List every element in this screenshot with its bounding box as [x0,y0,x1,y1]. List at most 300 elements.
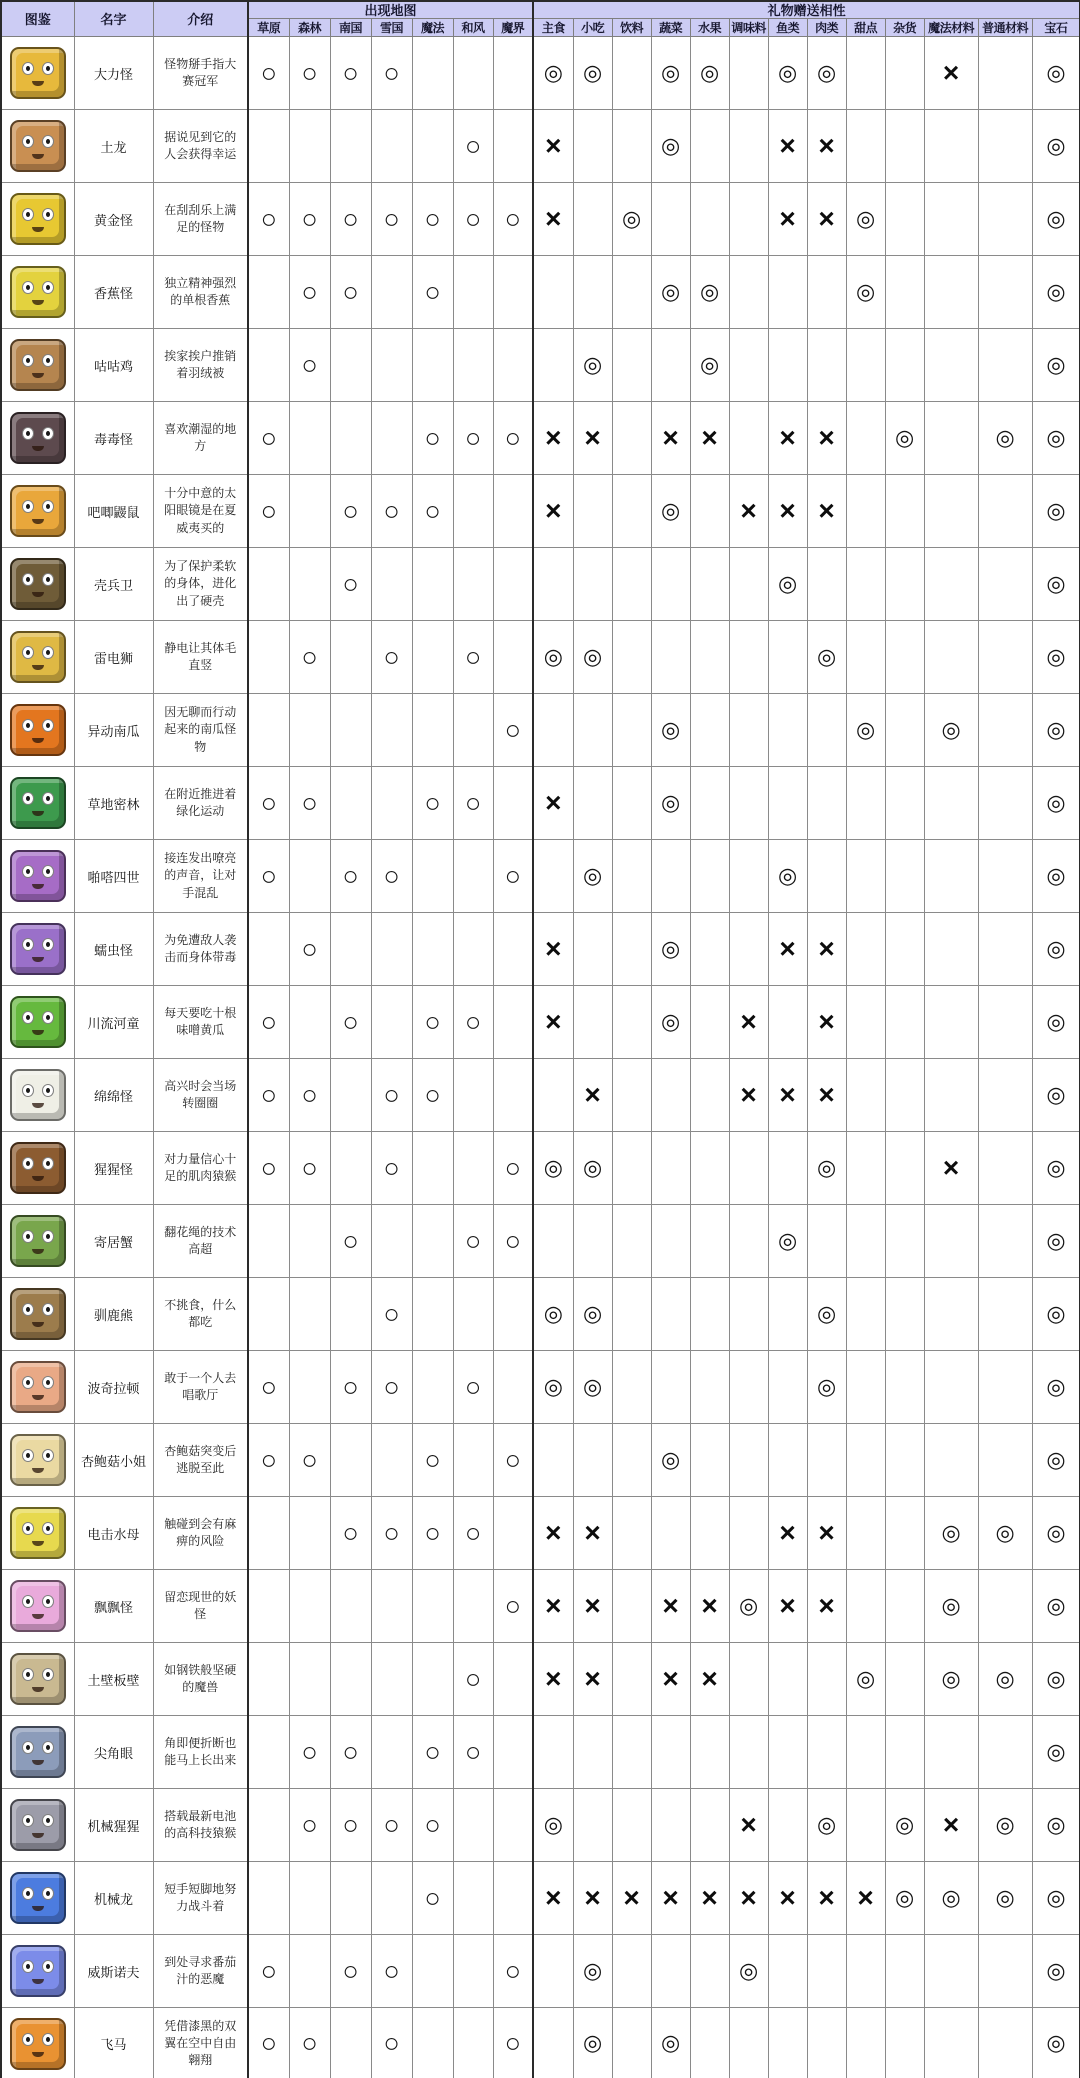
gift-cell-魔法材料 [924,548,978,621]
map-cell-魔界 [493,1643,533,1716]
map-cell-森林 [289,1424,330,1497]
map-cell-魔法 [412,986,453,1059]
gift-cell-宝石 [1032,840,1080,913]
monster-row [1,1205,1080,1278]
map-cell-草原 [248,1862,289,1935]
map-cell-南国 [330,694,371,767]
monster-name: 驯鹿熊 [74,1278,153,1351]
map-group-header: 出现地图 [248,1,533,19]
map-cell-和风 [453,1351,493,1424]
present-circle-symbol: ○ [342,1809,359,1840]
map-cell-雪国 [371,548,412,621]
intro-column-header: 介绍 [153,1,248,37]
present-circle-symbol: ○ [424,1882,441,1913]
monster-intro: 凭借漆黑的双翼在空中自由翱翔 [153,2008,248,2078]
fluffy-monster-icon [10,1069,66,1121]
map-cell-草原 [248,1132,289,1205]
golden-monster-icon [10,193,66,245]
present-circle-symbol: ○ [464,1517,482,1548]
present-circle-symbol: ○ [260,2028,277,2059]
monster-intro: 高兴时会当场转圈圈 [153,1059,248,1132]
monster-intro: 为了保护柔软的身体，进化出了硬壳 [153,548,248,621]
present-circle-symbol: ○ [260,1079,277,1110]
favorite-bullseye-symbol: ◎ [1046,424,1066,450]
dislike-cross-symbol: × [701,1882,718,1913]
gift-cell-小吃 [573,913,612,986]
gift-cell-饮料 [612,1643,651,1716]
favorite-bullseye-symbol: ◎ [1046,1738,1066,1764]
gift-cell-蔬菜 [651,1716,690,1789]
favorite-bullseye-symbol: ◎ [582,862,603,888]
monster-name: 土龙 [74,110,153,183]
favorite-bullseye-symbol: ◎ [1046,1884,1066,1910]
gift-cell-小吃 [573,1497,612,1570]
gift-cell-杂货 [885,1059,924,1132]
gift-cell-鱼类 [768,694,807,767]
gift-cell-魔法材料 [924,1570,978,1643]
gift-cell-蔬菜 [651,1278,690,1351]
monster-intro: 喜欢潮湿的地方 [153,402,248,475]
monster-name: 波奇拉顿 [74,1351,153,1424]
gift-cell-饮料 [612,986,651,1059]
gift-cell-普通材料 [978,621,1032,694]
reindeer-bear-icon [10,1288,66,1340]
dislike-cross-symbol: × [942,1152,960,1183]
dislike-cross-symbol: × [545,1590,562,1621]
gift-cell-肉类 [807,1789,846,1862]
gift-cell-主食 [533,913,573,986]
gift-cell-杂货 [885,1716,924,1789]
gorilla-icon [10,1142,66,1194]
gift-cell-蔬菜 [651,1059,690,1132]
map-cell-森林 [289,329,330,402]
monster-row [1,2008,1080,2078]
mushroom-lady-icon [10,1434,66,1486]
gift-cell-水果 [690,840,729,913]
gift-cell-甜点 [846,183,885,256]
present-circle-symbol: ○ [301,1809,318,1840]
present-circle-symbol: ○ [383,1298,400,1329]
gift-cell-甜点 [846,256,885,329]
gift-cell-杂货 [885,183,924,256]
gift-cell-饮料 [612,1059,651,1132]
gift-cell-鱼类 [768,767,807,840]
monster-icon-cell [1,1789,74,1862]
gift-cell-调味料 [729,1716,768,1789]
monster-name: 香蕉怪 [74,256,153,329]
map-cell-魔法 [412,2008,453,2078]
gift-cell-鱼类 [768,1643,807,1716]
favorite-bullseye-symbol: ◎ [660,935,681,961]
gift-cell-杂货 [885,1789,924,1862]
map-cell-魔法 [412,110,453,183]
map-cell-和风 [453,37,493,110]
map-cell-和风 [453,1789,493,1862]
monster-intro: 怪物掰手指大赛冠军 [153,37,248,110]
map-cell-草原 [248,840,289,913]
gift-cell-饮料 [612,1789,651,1862]
map-cell-魔法 [412,548,453,621]
monster-name: 机械猩猩 [74,1789,153,1862]
monster-name: 异动南瓜 [74,694,153,767]
gift-cell-小吃 [573,1132,612,1205]
gift-cell-肉类 [807,1059,846,1132]
monster-intro: 敢于一个人去唱歌厅 [153,1351,248,1424]
monster-name: 咕咕鸡 [74,329,153,402]
gift-col-header: 普通材料 [978,19,1032,37]
gift-cell-水果 [690,548,729,621]
gift-cell-甜点 [846,110,885,183]
gift-cell-调味料 [729,183,768,256]
horn-snail-icon [10,1726,66,1778]
dislike-cross-symbol: × [623,1882,640,1913]
gift-cell-饮料 [612,402,651,475]
gift-cell-饮料 [612,183,651,256]
gift-cell-宝石 [1032,475,1080,548]
map-cell-和风 [453,1205,493,1278]
gift-cell-蔬菜 [651,1205,690,1278]
map-cell-雪国 [371,1789,412,1862]
favorite-bullseye-symbol: ◎ [816,1300,837,1326]
map-cell-魔界 [493,986,533,1059]
present-circle-symbol: ○ [424,787,441,818]
gift-cell-鱼类 [768,37,807,110]
map-cell-森林 [289,621,330,694]
gift-cell-杂货 [885,767,924,840]
map-cell-南国 [330,1789,371,1862]
gift-cell-甜点 [846,986,885,1059]
present-circle-symbol: ○ [260,1955,277,1986]
map-cell-草原 [248,256,289,329]
gift-cell-鱼类 [768,1278,807,1351]
gift-cell-水果 [690,767,729,840]
gift-cell-杂货 [885,1862,924,1935]
map-cell-森林 [289,1789,330,1862]
map-cell-和风 [453,2008,493,2078]
map-cell-南国 [330,1351,371,1424]
present-circle-symbol: ○ [342,1517,359,1548]
map-cell-森林 [289,1205,330,1278]
map-cell-雪国 [371,1716,412,1789]
map-cell-和风 [453,913,493,986]
gift-cell-魔法材料 [924,402,978,475]
favorite-bullseye-symbol: ◎ [995,1519,1015,1545]
dislike-cross-symbol: × [662,1590,679,1621]
favorite-bullseye-symbol: ◎ [1046,1081,1066,1107]
gift-cell-水果 [690,913,729,986]
monster-intro: 在刮刮乐上满足的怪物 [153,183,248,256]
monster-icon-cell [1,2008,74,2078]
gift-cell-肉类 [807,256,846,329]
gift-cell-甜点 [846,621,885,694]
gift-cell-甜点 [846,1132,885,1205]
gift-cell-水果 [690,2008,729,2078]
favorite-bullseye-symbol: ◎ [1046,1811,1066,1837]
present-circle-symbol: ○ [504,1152,521,1183]
map-cell-魔界 [493,1716,533,1789]
gift-cell-水果 [690,1497,729,1570]
gift-col-header: 主食 [533,19,573,37]
favorite-bullseye-symbol: ◎ [660,2030,681,2056]
gift-cell-肉类 [807,1424,846,1497]
gift-cell-蔬菜 [651,1789,690,1862]
gift-cell-普通材料 [978,1351,1032,1424]
gift-cell-主食 [533,1497,573,1570]
map-cell-雪国 [371,1862,412,1935]
gift-cell-宝石 [1032,402,1080,475]
clam-icon [10,558,66,610]
dislike-cross-symbol: × [701,422,718,453]
gift-cell-鱼类 [768,2008,807,2078]
gift-cell-杂货 [885,1424,924,1497]
gift-cell-普通材料 [978,913,1032,986]
map-cell-雪国 [371,1132,412,1205]
gift-cell-蔬菜 [651,1351,690,1424]
bat-fairy-icon [10,850,66,902]
monster-name: 壳兵卫 [74,548,153,621]
gift-cell-魔法材料 [924,1497,978,1570]
map-col-header: 和风 [453,19,493,37]
map-cell-魔法 [412,1643,453,1716]
gift-col-header: 宝石 [1032,19,1080,37]
favorite-bullseye-symbol: ◎ [941,716,961,742]
map-cell-魔法 [412,1497,453,1570]
map-cell-魔界 [493,1424,533,1497]
gift-cell-饮料 [612,1351,651,1424]
gift-cell-魔法材料 [924,1132,978,1205]
gift-cell-宝石 [1032,2008,1080,2078]
monster-icon-cell [1,913,74,986]
gift-cell-水果 [690,1059,729,1132]
present-circle-symbol: ○ [504,1444,521,1475]
map-cell-草原 [248,1789,289,1862]
monster-row [1,986,1080,1059]
dislike-cross-symbol: × [545,933,562,964]
map-cell-和风 [453,1497,493,1570]
gift-cell-蔬菜 [651,548,690,621]
gift-cell-普通材料 [978,986,1032,1059]
dislike-cross-symbol: × [545,1517,562,1548]
gift-cell-魔法材料 [924,256,978,329]
gift-cell-鱼类 [768,256,807,329]
gift-cell-宝石 [1032,1278,1080,1351]
gift-cell-甜点 [846,1497,885,1570]
map-cell-森林 [289,1059,330,1132]
favorite-bullseye-symbol: ◎ [1046,935,1066,961]
monster-name: 尖角眼 [74,1716,153,1789]
gift-cell-肉类 [807,1935,846,2008]
favorite-bullseye-symbol: ◎ [738,1957,759,1983]
present-circle-symbol: ○ [342,568,359,599]
gift-cell-饮料 [612,1862,651,1935]
present-circle-symbol: ○ [383,641,400,672]
map-cell-和风 [453,1424,493,1497]
gift-cell-普通材料 [978,767,1032,840]
gift-cell-鱼类 [768,475,807,548]
map-cell-和风 [453,1643,493,1716]
map-cell-草原 [248,694,289,767]
gift-cell-调味料 [729,110,768,183]
monster-intro: 到处寻求番茄汁的恶魔 [153,1935,248,2008]
map-cell-魔法 [412,1716,453,1789]
gift-cell-鱼类 [768,1935,807,2008]
gift-cell-魔法材料 [924,1862,978,1935]
map-cell-和风 [453,840,493,913]
gift-cell-主食 [533,2008,573,2078]
chicken-icon [10,339,66,391]
monster-icon-cell [1,1424,74,1497]
gift-cell-杂货 [885,621,924,694]
dislike-cross-symbol: × [584,1517,601,1548]
gift-cell-普通材料 [978,475,1032,548]
gift-cell-魔法材料 [924,1278,978,1351]
monster-intro: 独立精神强烈的单根香蕉 [153,256,248,329]
monster-icon-cell [1,694,74,767]
gift-cell-调味料 [729,256,768,329]
map-cell-魔界 [493,548,533,621]
gift-cell-魔法材料 [924,767,978,840]
gift-col-header: 水果 [690,19,729,37]
map-cell-森林 [289,1716,330,1789]
map-cell-森林 [289,1497,330,1570]
monster-intro: 十分中意的太阳眼镜是在夏威夷买的 [153,475,248,548]
vampire-bat-icon [10,1945,66,1997]
monster-intro: 杏鲍菇突变后逃脱至此 [153,1424,248,1497]
gift-cell-水果 [690,621,729,694]
map-cell-和风 [453,1278,493,1351]
favorite-bullseye-symbol: ◎ [582,351,603,377]
present-circle-symbol: ○ [260,422,277,453]
monster-name: 机械龙 [74,1862,153,1935]
map-cell-森林 [289,1862,330,1935]
present-circle-symbol: ○ [504,1955,521,1986]
map-cell-草原 [248,1059,289,1132]
dislike-cross-symbol: × [818,1882,835,1913]
monster-name: 寄居蟹 [74,1205,153,1278]
map-cell-森林 [289,2008,330,2078]
gift-cell-水果 [690,1643,729,1716]
monster-icon-cell [1,329,74,402]
gift-cell-鱼类 [768,986,807,1059]
gift-cell-杂货 [885,475,924,548]
caterpillar-icon [10,923,66,975]
gift-cell-调味料 [729,1789,768,1862]
gift-cell-小吃 [573,1643,612,1716]
gift-cell-甜点 [846,37,885,110]
gift-cell-小吃 [573,475,612,548]
present-circle-symbol: ○ [383,860,400,891]
gift-cell-甜点 [846,1278,885,1351]
present-circle-symbol: ○ [301,787,318,818]
gift-cell-鱼类 [768,183,807,256]
monster-intro: 触碰到会有麻痹的风险 [153,1497,248,1570]
gift-cell-调味料 [729,548,768,621]
map-cell-南国 [330,1716,371,1789]
map-cell-魔界 [493,37,533,110]
gift-cell-小吃 [573,1424,612,1497]
gift-cell-魔法材料 [924,1789,978,1862]
map-cell-森林 [289,183,330,256]
map-cell-魔界 [493,621,533,694]
gift-cell-主食 [533,986,573,1059]
gift-cell-魔法材料 [924,1351,978,1424]
present-circle-symbol: ○ [464,422,482,453]
dislike-cross-symbol: × [740,1809,757,1840]
map-cell-南国 [330,1278,371,1351]
favorite-bullseye-symbol: ◎ [855,716,876,742]
gift-cell-鱼类 [768,1132,807,1205]
present-circle-symbol: ○ [260,495,277,526]
map-cell-森林 [289,1132,330,1205]
monster-row [1,913,1080,986]
present-circle-symbol: ○ [301,1444,318,1475]
monster-row [1,1497,1080,1570]
gift-cell-蔬菜 [651,183,690,256]
mole-icon [10,485,66,537]
gift-cell-甜点 [846,329,885,402]
gift-cell-魔法材料 [924,1059,978,1132]
favorite-bullseye-symbol: ◎ [1046,59,1066,85]
favorite-bullseye-symbol: ◎ [777,1227,798,1253]
gift-cell-鱼类 [768,1570,807,1643]
map-cell-雪国 [371,1205,412,1278]
monster-icon-cell [1,402,74,475]
map-cell-和风 [453,1570,493,1643]
map-cell-魔界 [493,1862,533,1935]
map-cell-草原 [248,1716,289,1789]
gift-cell-普通材料 [978,1716,1032,1789]
monster-intro: 对力量信心十足的肌肉猿猴 [153,1132,248,1205]
monster-name: 吧唧鼹鼠 [74,475,153,548]
favorite-bullseye-symbol: ◎ [816,643,837,669]
map-cell-森林 [289,256,330,329]
gift-cell-普通材料 [978,2008,1032,2078]
gift-cell-主食 [533,402,573,475]
gift-cell-主食 [533,1862,573,1935]
gift-cell-主食 [533,1351,573,1424]
monster-row [1,694,1080,767]
dislike-cross-symbol: × [740,1882,757,1913]
map-cell-魔法 [412,475,453,548]
monster-icon-cell [1,183,74,256]
map-cell-和风 [453,1059,493,1132]
dislike-cross-symbol: × [779,422,796,453]
gift-cell-宝石 [1032,1716,1080,1789]
gift-cell-水果 [690,1132,729,1205]
monster-intro: 如钢铁般坚硬的魔兽 [153,1643,248,1716]
map-cell-魔界 [493,1570,533,1643]
gift-col-header: 调味料 [729,19,768,37]
monster-rows [1,37,1080,2078]
present-circle-symbol: ○ [383,57,400,88]
map-cell-和风 [453,1935,493,2008]
gift-cell-调味料 [729,1351,768,1424]
gift-cell-普通材料 [978,1132,1032,1205]
gift-cell-肉类 [807,2008,846,2078]
dislike-cross-symbol: × [818,495,835,526]
favorite-bullseye-symbol: ◎ [941,1665,961,1691]
favorite-bullseye-symbol: ◎ [1046,1957,1066,1983]
gift-cell-水果 [690,1424,729,1497]
map-cell-雪国 [371,986,412,1059]
present-circle-symbol: ○ [424,1517,441,1548]
gift-cell-肉类 [807,183,846,256]
gift-cell-蔬菜 [651,329,690,402]
gift-cell-鱼类 [768,1497,807,1570]
gift-cell-宝石 [1032,1205,1080,1278]
poison-monster-icon [10,412,66,464]
monster-intro: 不挑食，什么都吃 [153,1278,248,1351]
